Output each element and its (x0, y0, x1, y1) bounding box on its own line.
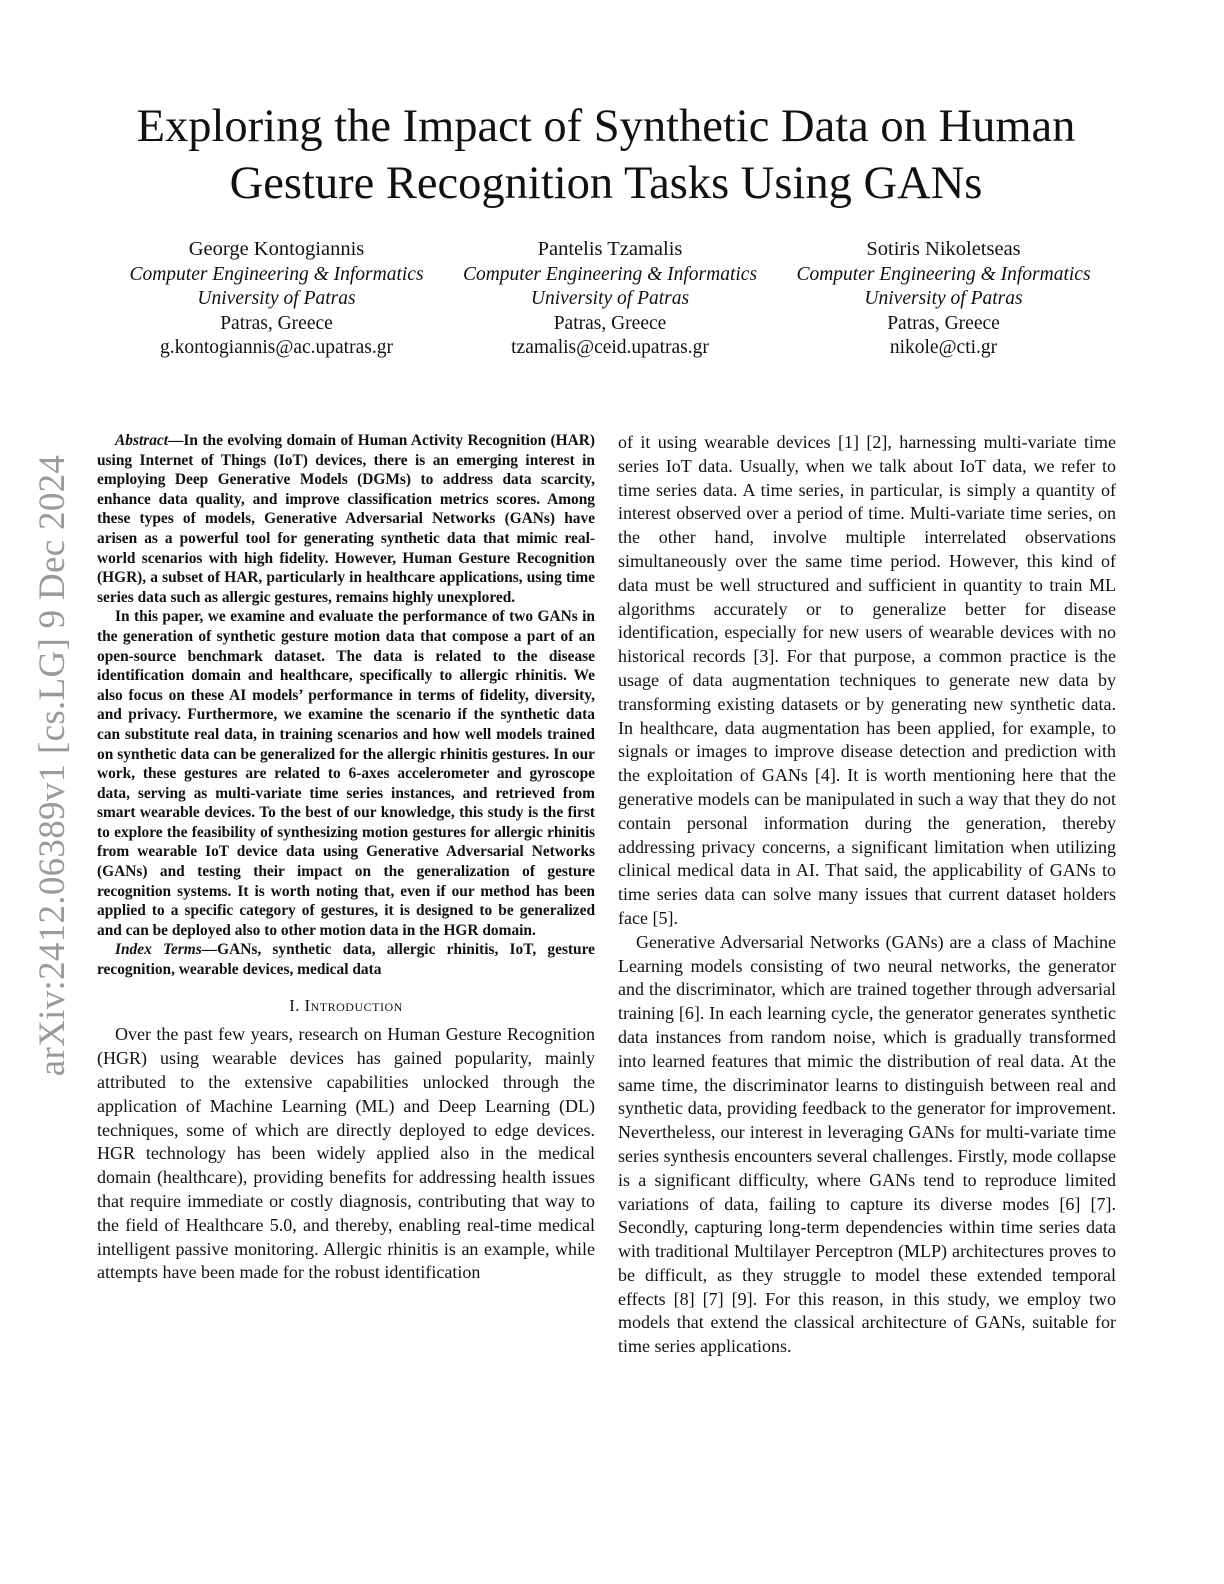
arxiv-identifier (28, 425, 78, 1105)
author-university: University of Patras (197, 288, 356, 310)
author-name: Pantelis Tzamalis (537, 238, 683, 260)
author-university: University of Patras (530, 288, 690, 310)
author-university: University of Patras (864, 288, 1023, 310)
abstract-paragraph-1 (97, 431, 595, 607)
author-department: Computer Engineering & Informatics (796, 263, 1091, 285)
author-1 (110, 237, 443, 361)
abstract-text-1: —In the evolving domain of Human Activity Recognition (HAR) using Internet of Things (IoT) devices, there is an emerging interest in employing Deep Generative Models (DGMs) to address data scarcity, enhance data quality, and improve classification metrics scores. Among these types of models, Generative Adversarial Networks (GANs) have arisen as a powerful tool for generating synthetic data that mimic real-world scenarios with high fidelity. However, Human Gesture Recognition (HGR), a subset of HAR, particularly in healthcare applications, using time series data such as allergic gestures, remains highly unexplored. (97, 432, 595, 606)
section-title: Introduction (304, 995, 403, 1015)
author-name: Sotiris Nikoletseas (866, 238, 1021, 260)
author-location: Patras, Greece (553, 312, 667, 334)
author-email: nikole@cti.gr (889, 337, 998, 359)
index-terms (97, 940, 595, 979)
index-terms-label: Index Terms (115, 941, 202, 959)
author-name: George Kontogiannis (188, 238, 365, 260)
paper-title: Exploring the Impact of Synthetic Data on Human Gesture Recognition Tasks Using GANs (136, 101, 1076, 209)
arxiv-identifier-text: arXiv:2412.06389v1 [cs.LG] 9 Dec 2024 (32, 454, 74, 1076)
author-2 (444, 237, 777, 361)
author-block (110, 237, 1110, 361)
right-column (618, 431, 1116, 1359)
intro-paragraph-1-continued: of it using wearable devices [1] [2], harnessing multi-variate time series IoT data. Usually, when we talk about IoT data, we refer to time series data. A time series, in particular, is simply a quantity of interest observed over a period of time. Multi-variate time series, on the other hand, involve multiple interrelated observations simultaneously over the same time period. However, this kind of data must be well structured and sufficient in quantity to train ML algorithms accurately or to generalize better for disease identification, especially for new users of wearable devices with no historical records [3]. For that purpose, a common practice is the usage of data augmentation techniques to generate new data by transforming existing datasets or by generating new synthetic data. In healthcare, data augmentation has been applied, for example, to signals or images to improve disease detection and prediction with the exploitation of GANs [4]. It is worth mentioning here that the generative models can be manipulated in such a way that they do not contain personal information during the generation, thereby addressing privacy concerns, a significant limitation when utilizing clinical medical data in AI. That said, the applicability of GANs to time series data can solve many issues that current dataset holders face [5]. (618, 432, 1116, 928)
author-department: Computer Engineering & Informatics (129, 263, 424, 285)
author-location: Patras, Greece (887, 312, 1000, 334)
author-email: g.kontogiannis@ac.upatras.gr (160, 337, 393, 359)
left-column (97, 431, 595, 1285)
abstract-paragraph-2: In this paper, we examine and evaluate the performance of two GANs in the generation of synthetic gesture motion data that compose a part of an open-source benchmark dataset. The data is related to the disease identification domain and healthcare, specifically to allergic rhinitis. We also focus on these AI models’ performance in terms of fidelity, diversity, and privacy. Furthermore, we examine the scenario if the synthetic data can substitute real data, in training scenarios and how well models trained on synthetic data can be generalized for the allergic rhinitis gestures. In our work, these gestures are related to 6-axes accelerometer and gyroscope data, serving as multi-variate time series instances, and retrieved from smart wearable devices. To the best of our knowledge, this study is the first to explore the feasibility of synthesizing motion gestures for allergic rhinitis from wearable IoT device data using Generative Adversarial Networks (GANs) and testing their impact on the generalization of gesture recognition systems. It is worth noting that, even if our method has been applied to a specific category of gestures, it is designed to be generalized and can be deployed also to other motion data in the HGR domain. (97, 608, 595, 939)
abstract-label: Abstract (115, 432, 169, 449)
section-heading (97, 994, 595, 1018)
author-location: Patras, Greece (220, 312, 333, 334)
author-3 (777, 237, 1110, 361)
author-email: tzamalis@ceid.upatras.gr (511, 337, 709, 359)
intro-paragraph-1: Over the past few years, research on Human Gesture Recognition (HGR) using wearable devices has gained popularity, mainly attributed to the extensive capabilities unlocked through the application of Machine Learning (ML) and Deep Learning (DL) techniques, some of which are directly deployed to edge devices. HGR technology has been widely applied also in the medical domain (healthcare), providing benefits for addressing health issues that require immediate or costly diagnosis, contributing that way to the field of Healthcare 5.0, and thereby, enabling real-time medical intelligent passive monitoring. Allergic rhinitis is an example, while attempts have been made for the robust identification (97, 1024, 595, 1283)
author-department: Computer Engineering & Informatics (462, 263, 758, 285)
index-terms-text: —GANs, synthetic data, allergic rhinitis, IoT, gesture recognition, wearable devices, medical data (97, 941, 596, 979)
section-numeral: I. (289, 995, 300, 1015)
intro-paragraph-2: Generative Adversarial Networks (GANs) are a class of Machine Learning models consisting of two neural networks, the generator and the discriminator, which are trained together through adversarial training [6]. In each learning cycle, the generator generates synthetic data instances from random noise, which is gradually transformed into learned features that mimic the distribution of real data. At the same time, the discriminator learns to distinguish between real and synthetic data, providing feedback to the generator for improvement. Nevertheless, our interest in leveraging GANs for multi-variate time series synthesis encounters several challenges. Firstly, mode collapse is a significant difficulty, where GANs tend to reproduce limited variations of data, failing to capture its diverse modes [6] [7]. Secondly, capturing long-term dependencies within time series data with traditional Multilayer Perceptron (MLP) architectures proves to be difficult, as they struggle to model these extended temporal effects [8] [7] [9]. For this reason, in this study, we employ two models that extend the classical architecture of GANs, suitable for time series applications. (618, 931, 1116, 1357)
